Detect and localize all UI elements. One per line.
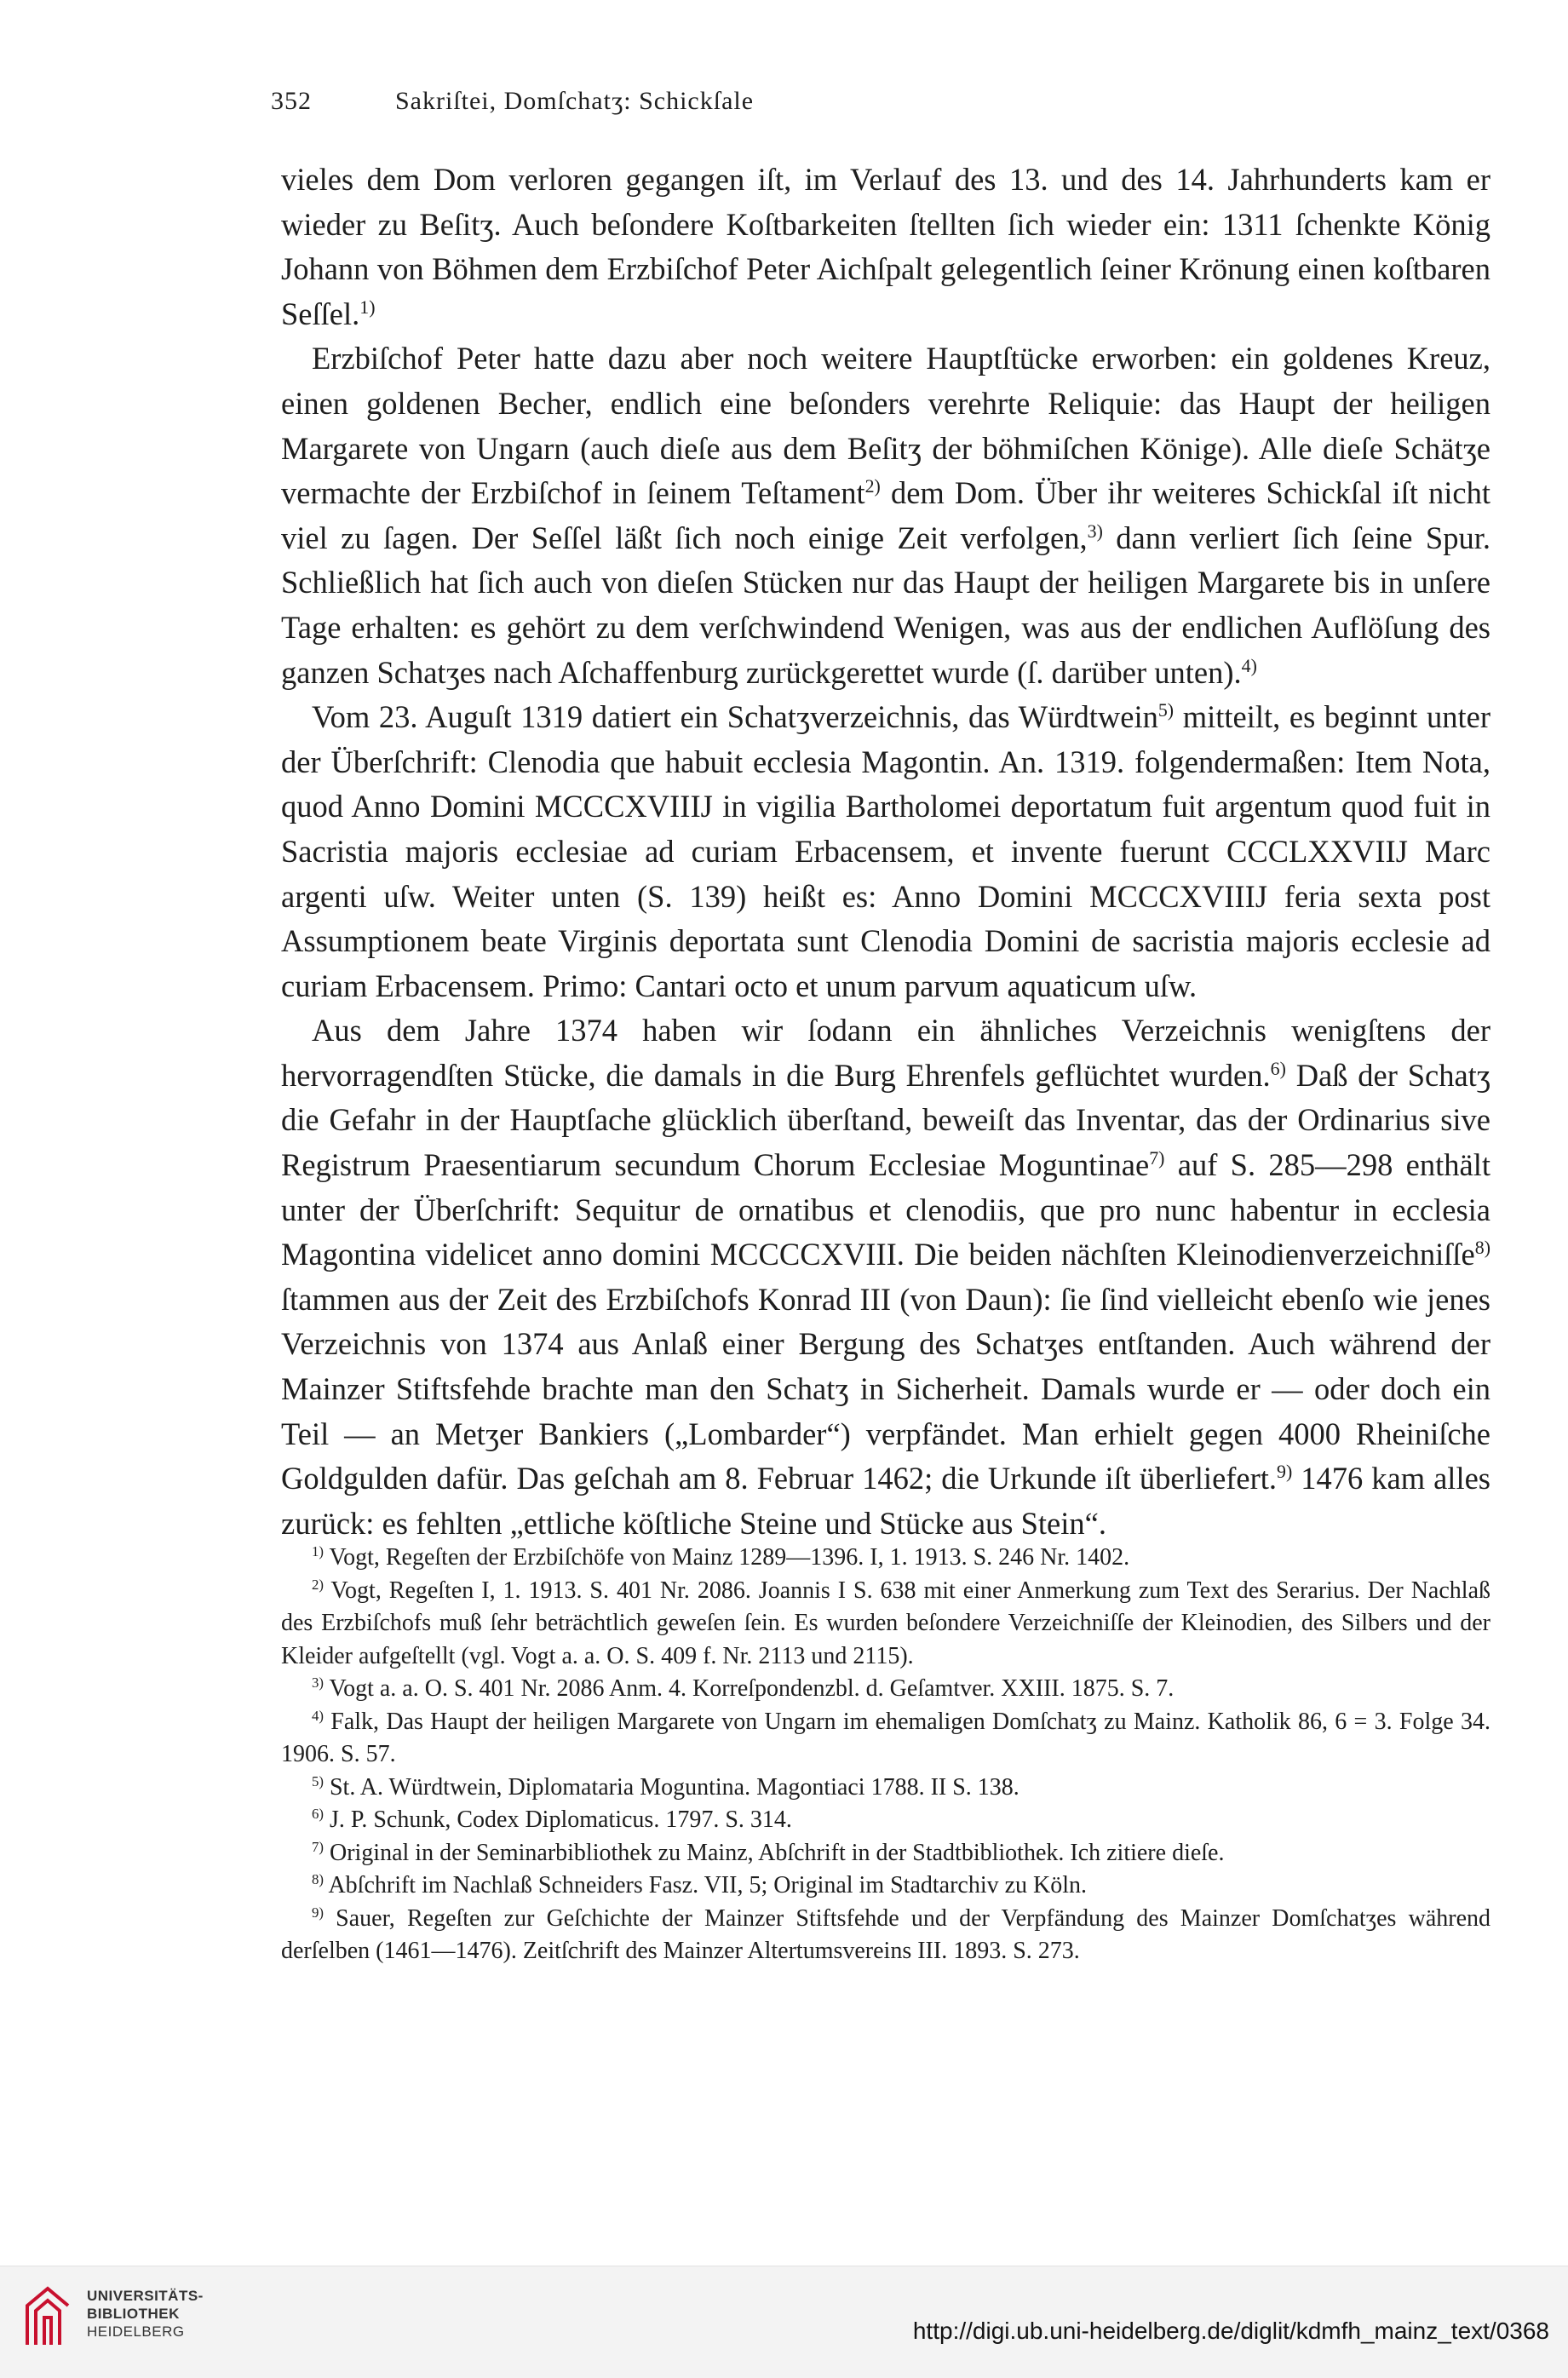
footnote-mark: 1): [312, 1542, 324, 1559]
footnote-reference: 8): [1474, 1237, 1490, 1259]
footnote-mark: 3): [312, 1674, 324, 1691]
paragraph-text: dem Dom. Über ihr weiteres Schickſal iſt nicht viel zu ſagen. Der Seſſel läßt ſich noch einige Zeit verfolgen,: [281, 475, 1490, 555]
paragraph-text: dann verliert ſich ſeine Spur. Schließlich hat ſich auch von dieſen Stücken nur das Haupt der heiligen Margarete bis in unſere Tage erhalten: es gehört zu dem verſchwindend Wenigen, was aus der endlichen Auflöſung des ganzen Schatʒes nach Aſchaffenburg zurückgerettet wurde (ſ. darüber unten).: [281, 520, 1490, 690]
footnote-reference: 1): [359, 296, 376, 318]
footnote-mark: 8): [312, 1870, 324, 1887]
footnote: [281, 1870, 1490, 1903]
footnote: [281, 1706, 1490, 1772]
paragraph-text: Erzbiſchof Peter hatte dazu aber noch weitere Hauptſtücke erworben: ein goldenes Kreuz, einen goldenen Becher, endlich eine beſonders verehrte Reliquie: das Haupt der heiligen Margarete von Ungarn (auch dieſe aus dem Beſitʒ der böhmiſchen Könige). Alle dieſe Schätʒe vermachte der Erzbiſchof in ſeinem Teſtament: [281, 341, 1490, 511]
paragraph-text: ſtammen aus der Zeit des Erzbiſchofs Konrad III (von Daun): ſie ſind vielleicht ebenſo wie jenes Verzeichnis von 1374 aus Anlaß einer Bergung des Schatʒes entſtanden. Auch während der Mainzer Stiftsfehde brachte man den Schatʒ in Sicherheit. Damals wurde er — oder doch ein Teil — an Metʒer Bankiers („Lombarder“) verpfändet. Man erhielt gegen 4000 Rheiniſche Goldgulden dafür. Das geſchah am 8. Februar 1462; die Urkunde iſt überliefert.: [281, 1281, 1490, 1496]
paragraph-text: vieles dem Dom verloren gegangen iſt, im Verlauf des 13. und des 14. Jahrhunderts kam er wieder zu Beſitʒ. Auch beſondere Koſtbarkeiten ſtellten ſich wieder ein: 1311 ſchenkte König Johann von Böhmen dem Erzbiſchof Peter Aichſpalt gelegentlich ſeiner Krönung einen koſtbaren Seſſel.: [281, 162, 1490, 331]
paragraph-text: mitteilt, es beginnt unter der Überſchrift: Clenodia que habuit ecclesia Magontin. An. 1319. folgendermaßen: Item Nota, quod Anno Domini MCCCXVIIIJ in vigilia Bartholomei deportatum fuit argentum quod fuit in Sacristia majoris ecclesiae ad curiam Erbacensem, et invente fuerunt CCCLXXVIIJ Marc argenti uſw. Weiter unten (S. 139) heißt es: Anno Domini MCCCXVIIIJ feria sexta post Assumptionem beate Virginis deportata sunt Clenodia Domini de sacristia majoris ecclesie ad curiam Erbacensem. Primo: Cantari octo et unum parvum aquaticum uſw.: [281, 699, 1490, 1003]
footnotes: [281, 1542, 1490, 1968]
footnote-reference: 6): [1270, 1057, 1286, 1079]
footnote: [281, 1542, 1490, 1575]
footnote-mark: 2): [312, 1576, 324, 1593]
paragraph-text: Aus dem Jahre 1374 haben wir ſodann ein ähnliches Verzeichnis wenigſtens der hervorragendſten Stücke, die damals in die Burg Ehrenfels geflüchtet wurden.: [281, 1013, 1490, 1093]
footnote-mark: 7): [312, 1838, 324, 1855]
paragraph-text: Vom 23. Auguſt 1319 datiert ein Schatʒverzeichnis, das Würdtwein: [312, 699, 1158, 735]
body-text: [281, 158, 1490, 1546]
footnote-text: Sauer, Regeſten zur Geſchichte der Mainzer Stiftsfehde und der Verpfändung des Mainzer Domſchatʒes während derſelben (1461—1476). Zeitſchrift des Mainzer Altertumsvereins III. 1893. S. 273.: [281, 1904, 1490, 1964]
footnote-mark: 5): [312, 1772, 324, 1789]
running-title: Sakriſtei, Domſchatʒ: Schickſale: [395, 87, 755, 115]
paragraph-text: 1476 kam alles zurück: es fehlten „ettliche köſtliche Steine und Stücke aus Stein“.: [281, 1461, 1490, 1541]
footnote-mark: 4): [312, 1707, 324, 1724]
footnote-text: Vogt a. a. O. S. 401 Nr. 2086 Anm. 4. Korreſpondenzbl. d. Geſamtver. XXIII. 1875. S. 7.: [323, 1675, 1175, 1702]
footnote-reference: 9): [1277, 1461, 1293, 1483]
footnote-text: J. P. Schunk, Codex Diplomaticus. 1797. S. 314.: [323, 1806, 792, 1833]
footnote: [281, 1673, 1490, 1706]
footnote-reference: 2): [864, 475, 881, 497]
footnote-mark: 9): [312, 1904, 324, 1921]
source-url-link[interactable]: http://digi.ub.uni-heidelberg.de/diglit/kdmfh_mainz_text/0368: [912, 2318, 1549, 2344]
running-header: [271, 87, 754, 116]
footnote-text: Vogt, Regeſten der Erzbiſchöfe von Mainz 1289—1396. I, 1. 1913. S. 246 Nr. 1402.: [323, 1544, 1130, 1571]
library-footer: [0, 2266, 1568, 2378]
paragraph-text: Daß der Schatʒ die Gefahr in der Hauptſache glücklich überſtand, beweiſt das Inventar, das der Ordinarius sive Registrum Praesentiarum secundum Chorum Ecclesiae Moguntinae: [281, 1057, 1490, 1183]
footnote: [281, 1837, 1490, 1870]
page-number: 352: [271, 87, 312, 115]
paragraph-text: auf S. 285—298 enthält unter der Überſchrift: Sequitur de ornatibus et clenodiis, que pro nunc habentur in ecclesia Magontina videlicet anno domini MCCCCXVIII. Die beiden nächſten Kleinodienverzeichniſſe: [281, 1147, 1490, 1272]
footnote: [281, 1575, 1490, 1674]
library-line-3: HEIDELBERG: [87, 2323, 185, 2340]
paragraph: [281, 158, 1490, 336]
footnote-reference: 4): [1241, 654, 1257, 676]
library-line-1: UNIVERSITÄTS-: [87, 2288, 204, 2304]
footnote-text: St. A. Würdtwein, Diplomataria Moguntina. Magontiaci 1788. II S. 138.: [323, 1773, 1019, 1801]
footnote: [281, 1804, 1490, 1837]
footnote: [281, 1772, 1490, 1805]
footnote-text: Vogt, Regeſten I, 1. 1913. S. 401 Nr. 2086. Joannis I S. 638 mit einer Anmerkung zum Text des Serarius. Der Nachlaß des Erzbiſchofs muß ſehr beträchtlich geweſen ſein. Es wurden beſondere Verzeichniſſe der Kleinodien, des Silbers und der Kleider aufgeſtellt (vgl. Vogt a. a. O. S. 409 f. Nr. 2113 und 2115).: [281, 1577, 1490, 1669]
paragraph: [281, 1008, 1490, 1546]
paragraph: [281, 336, 1490, 695]
footnote-reference: 7): [1149, 1146, 1165, 1169]
footnote-text: Original in der Seminarbibliothek zu Mainz, Abſchrift in der Stadtbibliothek. Ich zitiere dieſe.: [323, 1839, 1225, 1866]
footnote: [281, 1903, 1490, 1968]
footnote-text: Falk, Das Haupt der heiligen Margarete von Ungarn im ehemaligen Domſchatʒ zu Mainz. Katholik 86, 6 = 3. Folge 34. 1906. S. 57.: [281, 1708, 1490, 1767]
footnote-reference: 5): [1157, 699, 1175, 721]
footnote-text: Abſchrift im Nachlaß Schneiders Fasz. VII, 5; Original im Stadtarchiv zu Köln.: [323, 1872, 1088, 1898]
ub-heidelberg-logo-icon: [22, 2285, 73, 2350]
paragraph: [281, 695, 1490, 1008]
library-name: [87, 2287, 204, 2341]
library-line-2: BIBLIOTHEK: [87, 2306, 180, 2322]
footnote-mark: 6): [312, 1805, 324, 1822]
footnote-reference: 3): [1087, 520, 1103, 542]
